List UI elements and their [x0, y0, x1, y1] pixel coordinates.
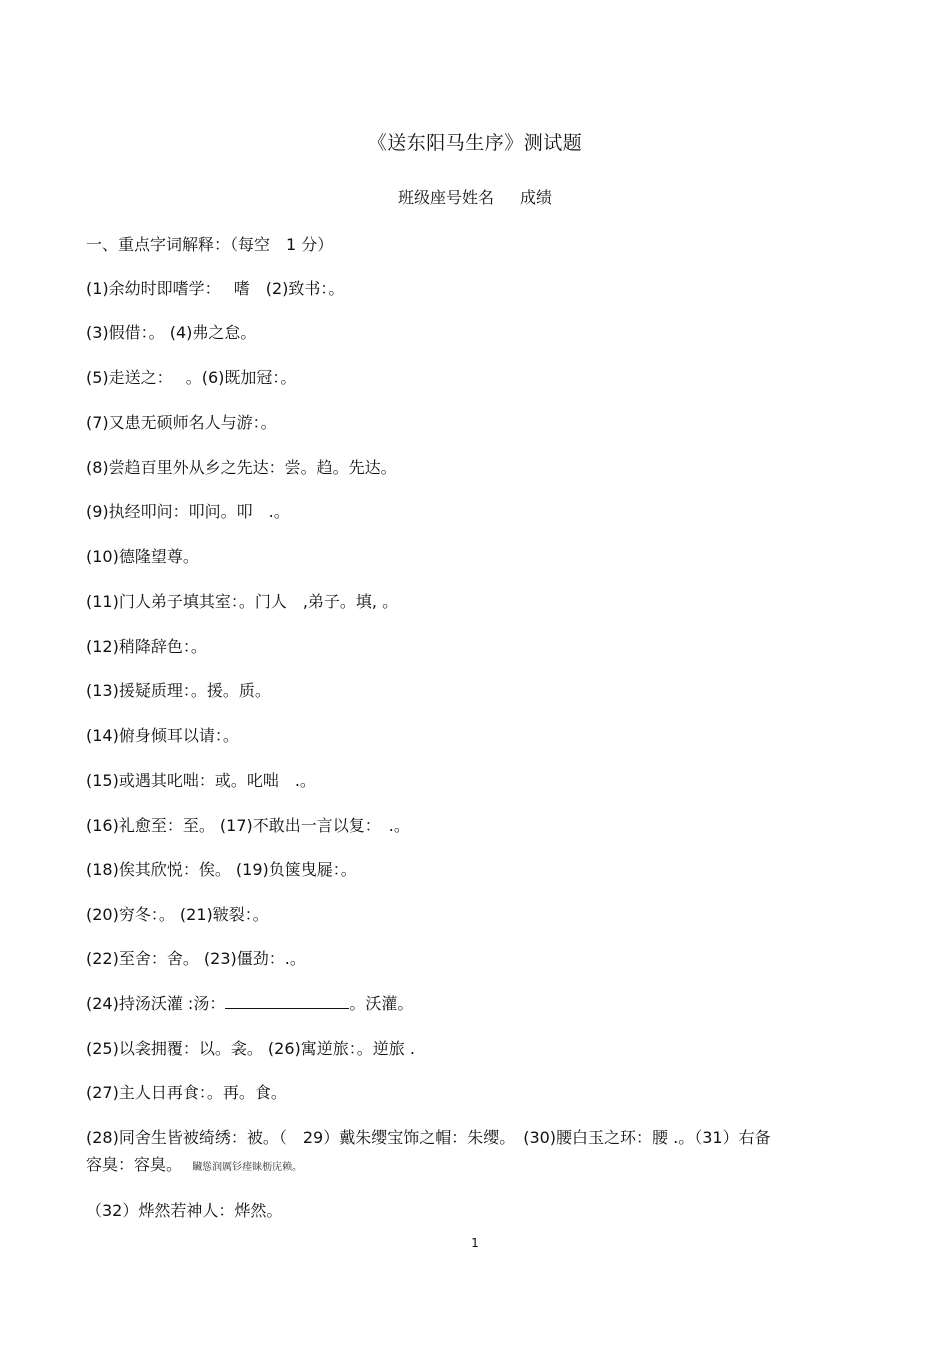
question-line-15: (15)或遇其叱咄：或。叱咄 .。 — [86, 771, 316, 790]
question-31-answer: 容臭：容臭。 — [86, 1155, 183, 1174]
question-24-suffix: 。沃灌。 — [349, 994, 414, 1013]
question-line-10: (10)德隆望尊。 — [86, 547, 199, 566]
question-line-7: (7)又患无硕师名人与游：。 — [86, 413, 277, 432]
section-heading: 一、重点字词解释：（每空 1 分） — [86, 235, 334, 254]
answer-blank — [225, 994, 349, 1009]
question-line-12: (12)稍降辞色：。 — [86, 637, 207, 656]
question-line-22: (22)至舍：舍。 (23)僵劲：.。 — [86, 949, 306, 968]
question-line-32: （32）烨然若神人：烨然。 — [86, 1201, 283, 1220]
question-line-18: (18)俟其欣悦：俟。 (19)负箧曳屣：。 — [86, 860, 357, 879]
question-line-5: (5)走送之： 。(6)既加冠：。 — [86, 368, 297, 387]
question-line-16: (16)礼愈至：至。 (17)不敢出一言以复： .。 — [86, 816, 410, 835]
question-line-1: (1)余幼时即嗜学： 嗜 (2)致书：。 — [86, 279, 345, 298]
page-title: 《送东阳马生序》测试题 — [367, 132, 583, 154]
question-24-prompt: (24)持汤沃灌 :汤： — [86, 994, 226, 1013]
student-info-line — [0, 185, 950, 208]
page-number: 1 — [471, 1236, 479, 1250]
question-line-11: (11)门人弟子填其室：。门人 ,弟子。填, 。 — [86, 592, 399, 611]
question-line-9: (9)执经叩问：叩问。叩 .。 — [86, 502, 290, 521]
question-line-8: (8)尝趋百里外从乡之先达：尝。趋。先达。 — [86, 458, 397, 477]
score-label: 成绩 — [520, 188, 553, 207]
question-line-13: (13)援疑质理：。援。质。 — [86, 681, 271, 700]
question-line-20: (20)穷冬：。 (21)皲裂：。 — [86, 905, 269, 924]
question-line-27: (27)主人日再食：。再。食。 — [86, 1083, 287, 1102]
question-line-14: (14)俯身倾耳以请：。 — [86, 726, 239, 745]
question-line-24 — [86, 994, 413, 1014]
student-info-fields: 班级座号姓名 — [397, 188, 494, 207]
question-line-28: (28)同舍生皆被绮绣：被。（ 29）戴朱缨宝饰之帽：朱缨。 (30)腰白玉之环：腰 .。（31）右备 — [86, 1128, 771, 1147]
garbled-text: 贜慫润厲钐瘗睐枥庑赖。 — [192, 1162, 303, 1173]
question-line-25: (25)以衾拥覆：以。衾。 (26)寓逆旅：。逆旅 . — [86, 1039, 415, 1058]
question-line-31-cont — [86, 1155, 302, 1178]
question-line-3: (3)假借：。 (4)弗之怠。 — [86, 323, 257, 342]
